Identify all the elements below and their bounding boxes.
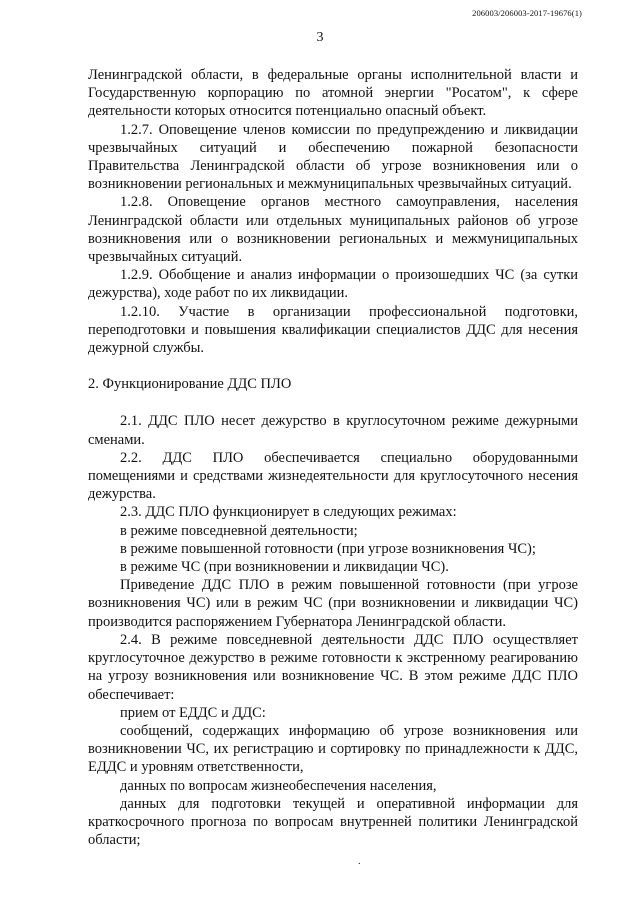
paragraph-2-4: 2.4. В режиме повседневной деятельности ДДС ПЛО осуществляет круглосуточное дежурство в режиме готовности к экстренному реагированию на угрозу возникновения или возникновение ЧС. В этом режиме ДДС ПЛО обеспечивает: [88, 631, 578, 703]
mode-item-alert: в режиме повышенной готовности (при угрозе возникновения ЧС); [120, 540, 536, 557]
paragraph-1-2-10: 1.2.10. Участие в организации профессиональной подготовки, переподготовки и повышения квалификации специалистов ДДС для несения дежурной службы. [88, 303, 578, 357]
paragraph-mode-transfer: Приведение ДДС ПЛО в режим повышенной готовности (при угрозе возникновения ЧС) или в режим ЧС (при возникновении и ликвидации ЧС) производится распоряжением Губернатора Ленинградской области. [88, 577, 578, 630]
list-item-reception: прием от ЕДДС и ДДС: [120, 704, 266, 721]
paragraph-2-1: 2.1. ДДС ПЛО несет дежурство в круглосуточном режиме дежурными сменами. [88, 413, 578, 448]
paragraph-1-2-9: 1.2.9. Обобщение и анализ информации о произошедших ЧС (за сутки дежурства), ходе работ по их ликвидации. [88, 267, 578, 302]
paragraph-1-2-8: 1.2.8. Оповещение органов местного самоуправления, населения Ленинградской области или отдельных муниципальных районов об угрозе возникновения или о возникновении региональных и межмуниципальных чрезвычайных ситуаций. [88, 194, 578, 266]
document-body [88, 66, 578, 849]
page-number: 3 [316, 30, 324, 45]
mode-item-emergency: в режиме ЧС (при возникновении и ликвидации ЧС). [120, 559, 449, 576]
list-item-forecast-data: данных для подготовки текущей и оперативной информации для краткосрочного прогноза по вопросам внутренней политики Ленинградской области; [88, 795, 578, 849]
paragraph-intro: Ленинградской области, в федеральные органы исполнительной власти и Государственную корпорацию по атомной энергии "Росатом", к сфере деятельности которых относится потенциально опасный объект. [88, 67, 578, 120]
mode-item-daily: в режиме повседневной деятельности; [120, 522, 358, 539]
list-item-messages: сообщений, содержащих информацию об угрозе возникновения или возникновении ЧС, их регистрацию и сортировку по принадлежности к ДДС, ЕДДС и уровням ответственности, [88, 722, 578, 776]
document-id: 206003/206003-2017-19676(1) [472, 8, 582, 18]
section-heading: 2. Функционирование ДДС ПЛО [88, 376, 292, 393]
paragraph-2-3: 2.3. ДДС ПЛО функционирует в следующих режимах: [120, 504, 457, 521]
footer-mark: . [358, 856, 361, 867]
paragraph-1-2-7: 1.2.7. Оповещение членов комиссии по предупреждению и ликвидации чрезвычайных ситуаций и обеспечению пожарной безопасности Правительства Ленинградской области об угрозе возникновения или о возникновении региональных и межмуниципальных чрезвычайных ситуаций. [88, 121, 578, 193]
paragraph-2-2: 2.2. ДДС ПЛО обеспечивается специально оборудованными помещениями и средствами жизнедеятельности для круглосуточного несения дежурства. [88, 449, 578, 503]
list-item-life-support: данных по вопросам жизнеобеспечения населения, [120, 777, 437, 794]
